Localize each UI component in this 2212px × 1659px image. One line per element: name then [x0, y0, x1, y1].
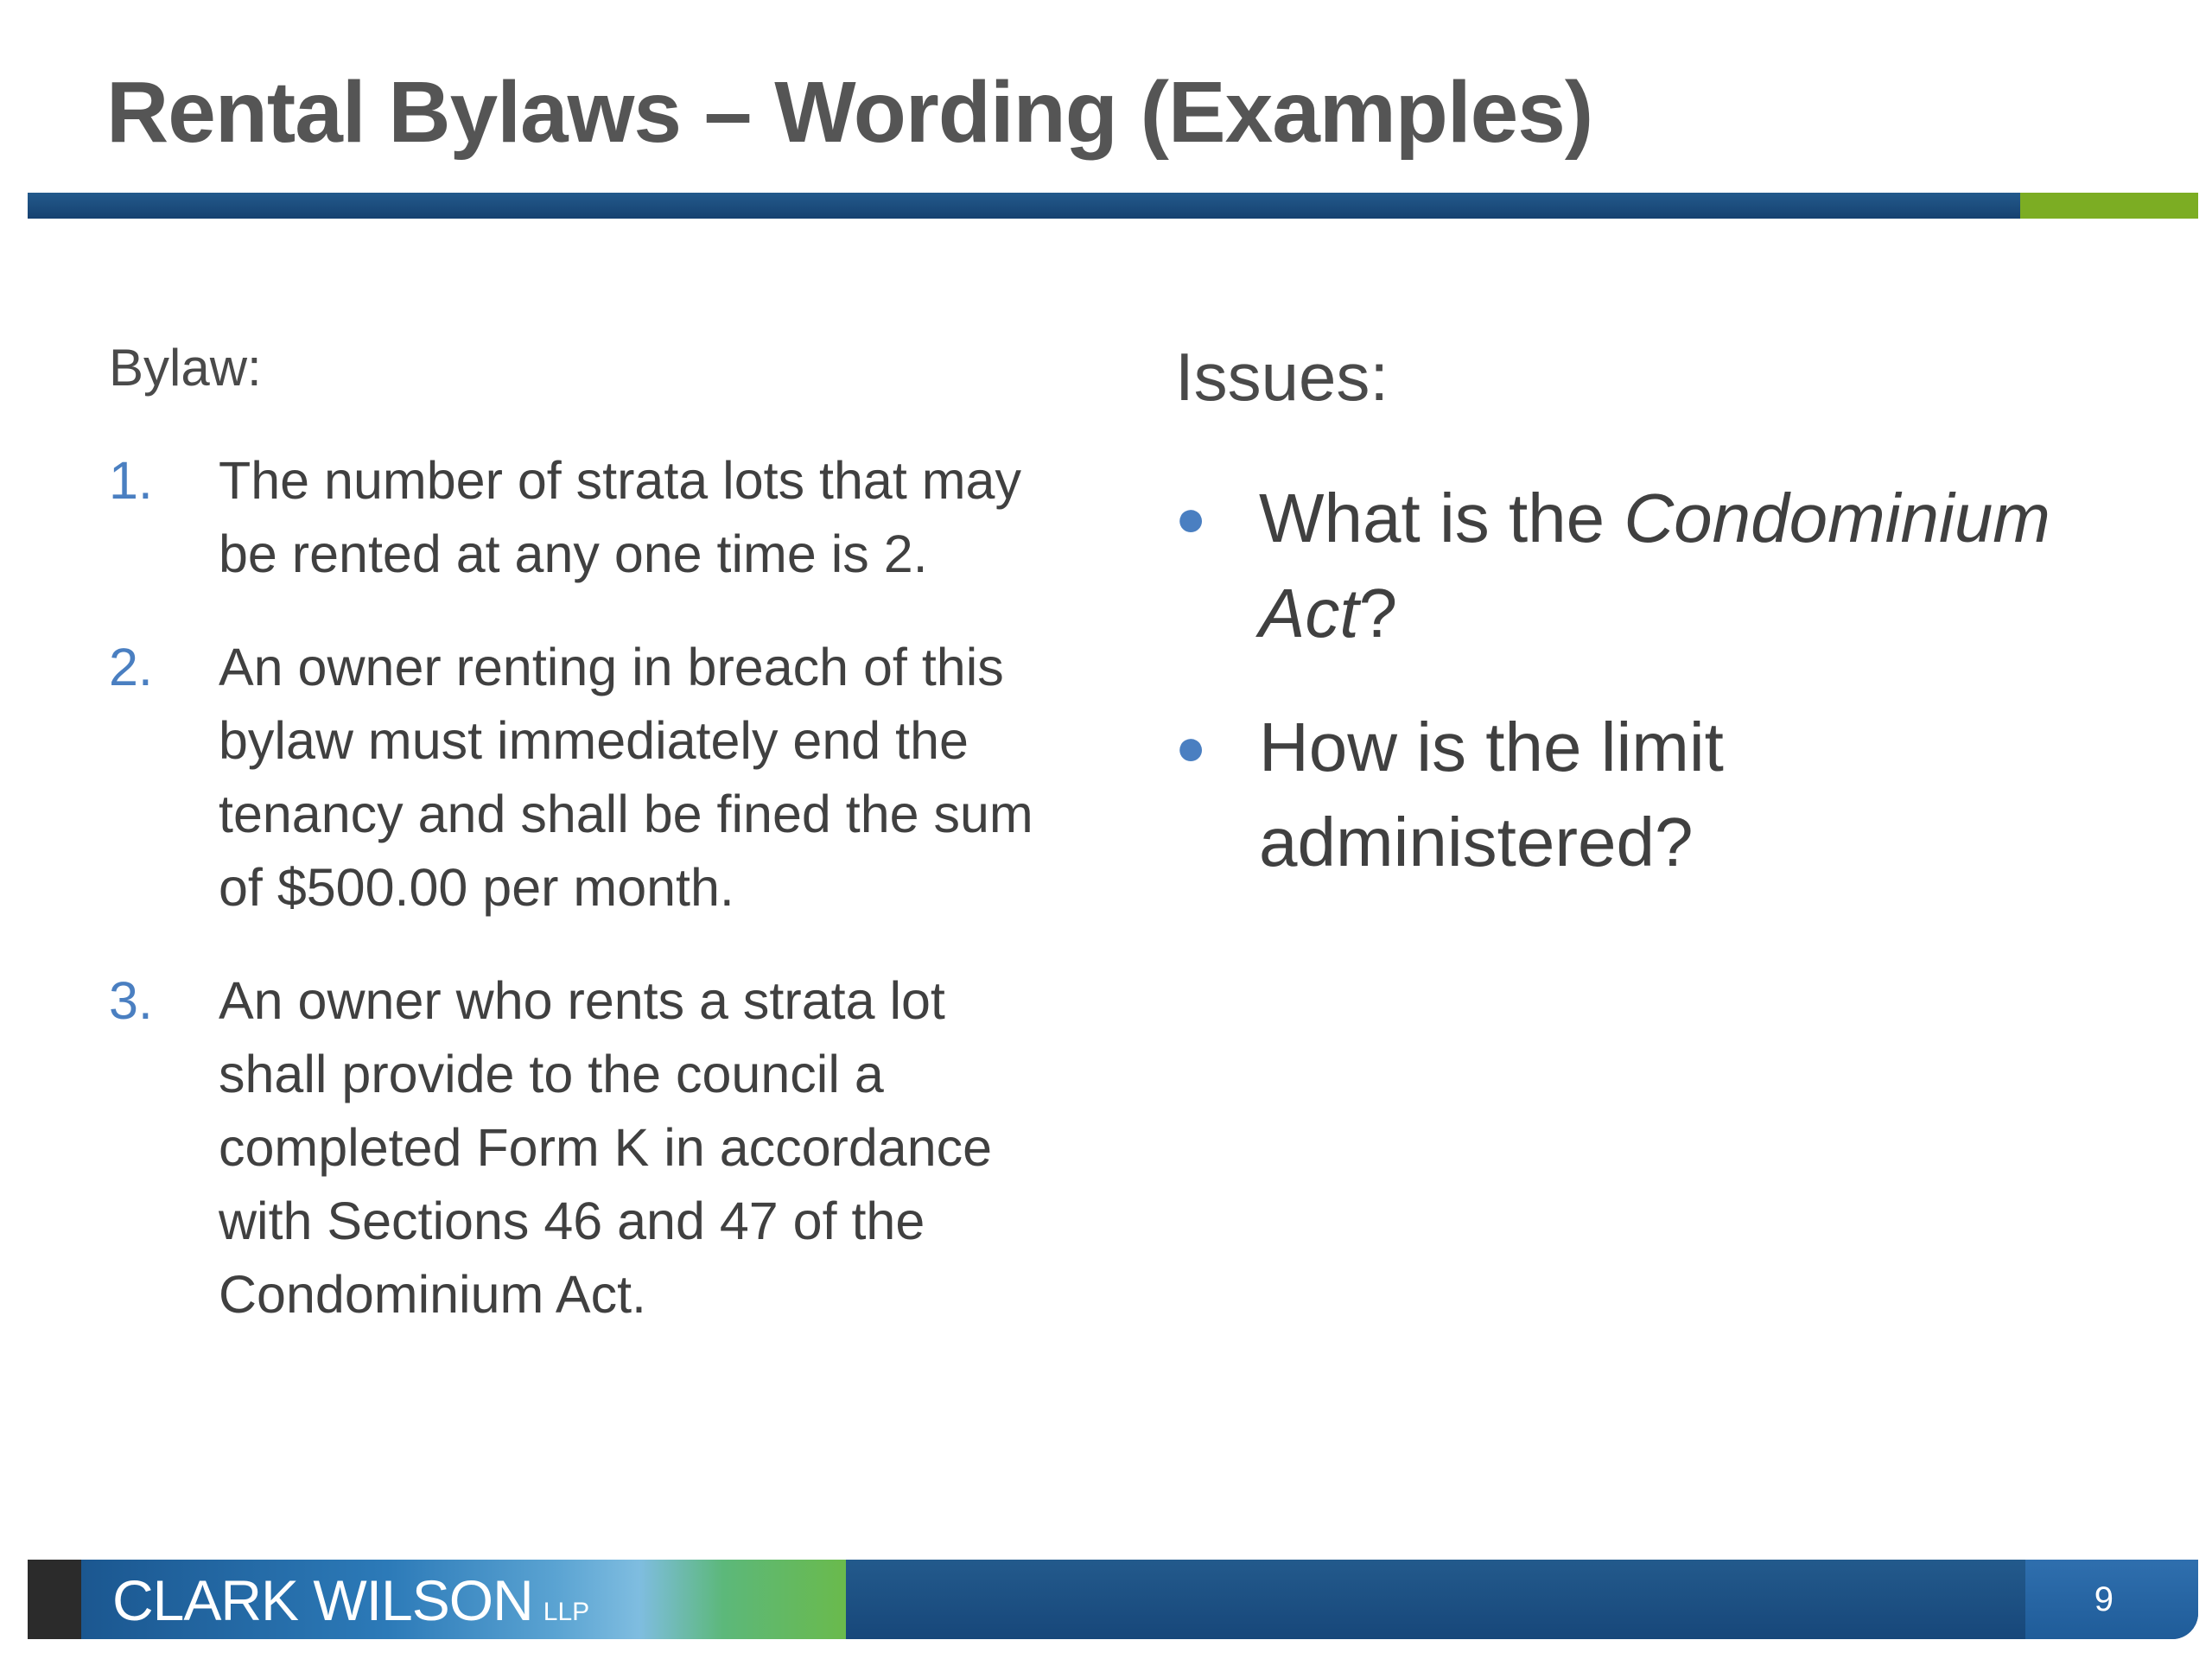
footer-brand-name: CLARK WILSON: [112, 1568, 533, 1632]
bylaw-list: [109, 444, 1059, 1371]
bylaw-item: [109, 631, 1059, 925]
bullet-dot-icon: ●: [1175, 489, 1207, 547]
header-divider: [28, 193, 2198, 219]
bylaw-item-text: The number of strata lots that may be rented at any one time is 2.: [219, 451, 1021, 583]
bylaw-item: [109, 444, 1059, 591]
bylaw-item-number: 2.: [109, 638, 153, 696]
footer-brand-logo: [112, 1567, 589, 1635]
header-divider-green-accent: [2020, 193, 2198, 219]
issues-list: [1175, 471, 2160, 929]
bylaw-item-number: 1.: [109, 451, 153, 510]
footer-bar: [28, 1560, 2198, 1639]
issue-text-prefix: How is the limit administered?: [1259, 709, 1724, 880]
bylaw-item-text: An owner who rents a strata lot shall provide to the council a completed Form K in accordance with Sections 46 and 47 of the Condominium Act.: [219, 971, 993, 1324]
issue-text-prefix: What is the: [1259, 480, 1624, 556]
issue-text-emphasis: Condominium Act: [1259, 480, 2050, 652]
issues-heading: Issues:: [1175, 339, 1389, 415]
slide-title: Rental Bylaws – Wording (Examples): [106, 64, 1593, 161]
footer-dark-block: [28, 1560, 81, 1639]
bylaw-item-number: 3.: [109, 971, 153, 1030]
issue-text: [1259, 700, 2160, 890]
bylaw-item-text: An owner renting in breach of this bylaw must immediately end the tenancy and shall be fined the sum of $500.00 per month.: [219, 638, 1033, 917]
footer-brand-suffix: LLP: [543, 1598, 590, 1626]
issue-text-suffix: ?: [1358, 575, 1398, 652]
bullet-dot-icon: ●: [1175, 718, 1207, 776]
bylaw-item: [109, 964, 1059, 1332]
issue-text: [1259, 471, 2160, 661]
bylaw-heading: Bylaw:: [109, 339, 262, 397]
issue-item: [1175, 700, 2160, 890]
header-divider-blue: [28, 193, 2020, 219]
slide-page-number: 9: [2094, 1580, 2113, 1618]
issue-item: [1175, 471, 2160, 661]
